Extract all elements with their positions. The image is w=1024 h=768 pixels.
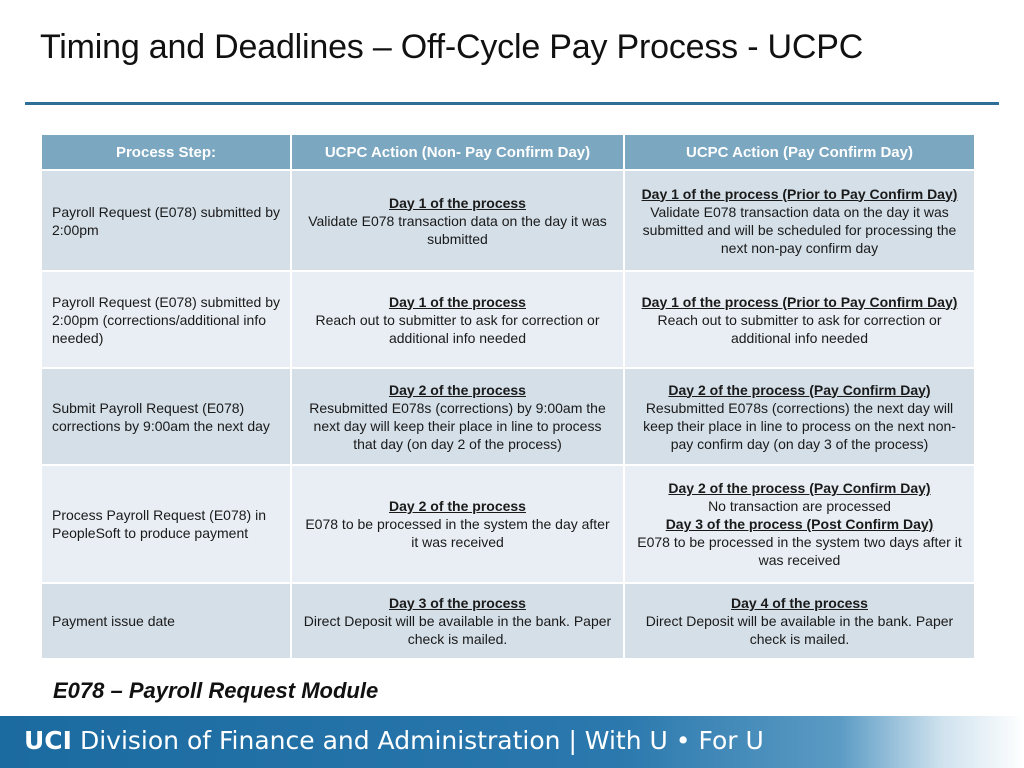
non-pay-confirm-cell xyxy=(291,583,624,659)
table-row xyxy=(41,170,975,271)
non-pay-confirm-cell xyxy=(291,368,624,465)
day-heading: Day 1 of the process xyxy=(389,293,526,310)
footer-text xyxy=(24,726,764,755)
action-text: Reach out to submitter to ask for correction or additional info needed xyxy=(657,311,942,346)
slide-title: Timing and Deadlines – Off-Cycle Pay Process - UCPC xyxy=(40,28,864,66)
pay-confirm-cell xyxy=(624,271,975,368)
table-row xyxy=(41,465,975,583)
timing-table xyxy=(40,133,976,660)
action-text: Resubmitted E078s (corrections) the next day will keep their place in line to process on the next non-pay confirm day (on day 3 of the process) xyxy=(643,399,956,452)
table-header-row xyxy=(41,134,975,170)
module-footnote: E078 – Payroll Request Module xyxy=(53,678,379,703)
action-text: E078 to be processed in the system the day after it was received xyxy=(305,516,610,550)
table-row xyxy=(41,368,975,465)
day-heading: Day 4 of the process xyxy=(731,595,868,611)
action-text: Validate E078 transaction data on the day it was submitted and will be scheduled for processing the next non-pay confirm day xyxy=(642,203,957,256)
table-row xyxy=(41,583,975,659)
non-pay-confirm-cell xyxy=(291,170,624,271)
footer-tagline: Division of Finance and Administration | With U • For U xyxy=(79,726,764,755)
footer-banner xyxy=(0,716,1024,768)
process-step-cell: Payment issue date xyxy=(41,583,291,659)
action-text-secondary: E078 to be processed in the system two days after it was received xyxy=(637,534,962,568)
pay-confirm-cell xyxy=(624,170,975,271)
day-heading: Day 3 of the process xyxy=(389,595,526,611)
pay-confirm-cell xyxy=(624,368,975,465)
header-non-pay-confirm: UCPC Action (Non- Pay Confirm Day) xyxy=(291,134,624,170)
day-heading: Day 2 of the process xyxy=(389,498,526,514)
action-text: Direct Deposit will be available in the bank. Paper check is mailed. xyxy=(645,613,954,647)
day-heading: Day 2 of the process xyxy=(389,381,526,398)
header-pay-confirm: UCPC Action (Pay Confirm Day) xyxy=(624,134,975,170)
process-step-cell: Submit Payroll Request (E078) corrections by 9:00am the next day xyxy=(41,368,291,465)
action-text: Resubmitted E078s (corrections) by 9:00am the next day will keep their place in line to process that day (on day 2 of the process) xyxy=(309,399,606,452)
process-step-cell: Process Payroll Request (E078) in PeopleSoft to produce payment xyxy=(41,465,291,583)
action-text: Reach out to submitter to ask for correction or additional info needed xyxy=(315,311,600,346)
uci-logo: UCI xyxy=(24,726,72,755)
day-heading: Day 1 of the process (Prior to Pay Confirm Day) xyxy=(641,185,958,202)
day-heading-secondary: Day 3 of the process (Post Confirm Day) xyxy=(665,516,934,532)
action-text: No transaction are processed xyxy=(708,498,891,514)
day-heading: Day 1 of the process (Prior to Pay Confirm Day) xyxy=(641,293,958,310)
title-divider xyxy=(25,102,999,105)
day-heading: Day 2 of the process (Pay Confirm Day) xyxy=(668,381,931,398)
pay-confirm-cell xyxy=(624,583,975,659)
table-row xyxy=(41,271,975,368)
action-text: Validate E078 transaction data on the day it was submitted xyxy=(308,212,607,247)
day-heading: Day 2 of the process (Pay Confirm Day) xyxy=(668,480,931,496)
day-heading: Day 1 of the process xyxy=(389,194,526,211)
pay-confirm-cell xyxy=(624,465,975,583)
non-pay-confirm-cell xyxy=(291,465,624,583)
process-step-cell: Payroll Request (E078) submitted by 2:00pm xyxy=(41,170,291,271)
action-text: Direct Deposit will be available in the bank. Paper check is mailed. xyxy=(303,613,612,647)
header-process-step: Process Step: xyxy=(41,134,291,170)
non-pay-confirm-cell xyxy=(291,271,624,368)
process-step-cell: Payroll Request (E078) submitted by 2:00pm (corrections/additional info needed) xyxy=(41,271,291,368)
timing-table-container xyxy=(40,133,974,660)
